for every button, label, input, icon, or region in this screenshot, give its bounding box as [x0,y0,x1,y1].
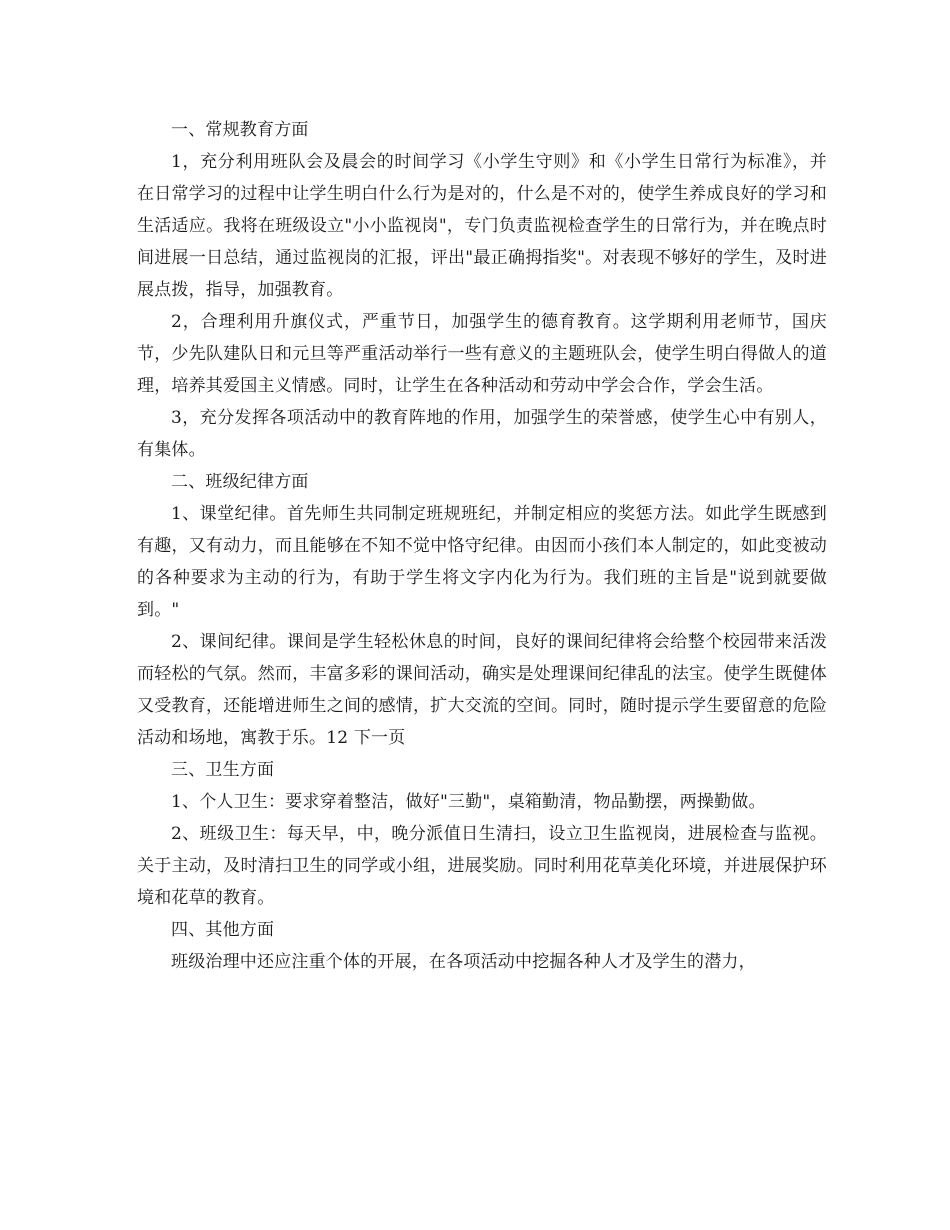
paragraph-personal-hygiene: 1、个人卫生：要求穿着整洁，做好"三勤"，桌箱勤清，物品勤摆，两操勤做。 [171,792,766,812]
paragraph-3: 3，充分发挥各项活动中的教育阵地的作用，加强学生的荣誉感，使学生心中有别人，有集体。 [137,408,827,460]
paragraph-class-hygiene: 2、班级卫生：每天早，中，晚分派值日生清扫，设立卫生监视岗，进展检查与监视。关于主动，及时清扫卫生的同学或小组，进展奖励。同时利用花草美化环境，并进展保护环境和花草的教育。 [137,824,827,908]
document-body [137,114,827,978]
section-heading-routine-education: 一、常规教育方面 [171,120,309,140]
paragraph-other: 班级治理中还应注重个体的开展，在各项活动中挖掘各种人才及学生的潜力， [171,952,756,972]
paragraph-2: 2，合理利用升旗仪式，严重节日，加强学生的德育教育。这学期利用老师节，国庆节，少先队建队日和元旦等严重活动举行一些有意义的主题班队会，使学生明白得做人的道理，培养其爱国主义情感。同时，让学生在各种活动和劳动中学会合作，学会生活。 [137,312,827,396]
section-heading-hygiene: 三、卫生方面 [171,760,275,780]
paragraph-1: 1，充分利用班队会及晨会的时间学习《小学生守则》和《小学生日常行为标准》，并在日常学习的过程中让学生明白什么行为是对的，什么是不对的，使学生养成良好的学习和生活适应。我将在班级设立"小小监视岗"，专门负责监视检查学生的日常行为，并在晚点时间进展一日总结，通过监视岗的汇报，评出"最正确拇指奖"。对表现不够好的学生，及时进展点拨，指导，加强教育。 [137,152,827,300]
paragraph-classroom-discipline: 1、课堂纪律。首先师生共同制定班规班纪，并制定相应的奖惩方法。如此学生既感到有趣，又有动力，而且能够在不知不觉中恪守纪律。由因而小孩们本人制定的，如此变被动的各种要求为主动的行为，有助于学生将文字内化为行为。我们班的主旨是"说到就要做到。" [137,504,827,620]
section-heading-class-discipline: 二、班级纪律方面 [171,472,309,492]
section-heading-other: 四、其他方面 [171,920,275,940]
paragraph-break-discipline: 2、课间纪律。课间是学生轻松休息的时间，良好的课间纪律将会给整个校园带来活泼而轻松的气氛。然而，丰富多彩的课间活动，确实是处理课间纪律乱的法宝。使学生既健体又受教育，还能增进师生之间的感情，扩大交流的空间。同时，随时提示学生要留意的危险活动和场地，寓教于乐。12 下一页 [137,632,827,748]
